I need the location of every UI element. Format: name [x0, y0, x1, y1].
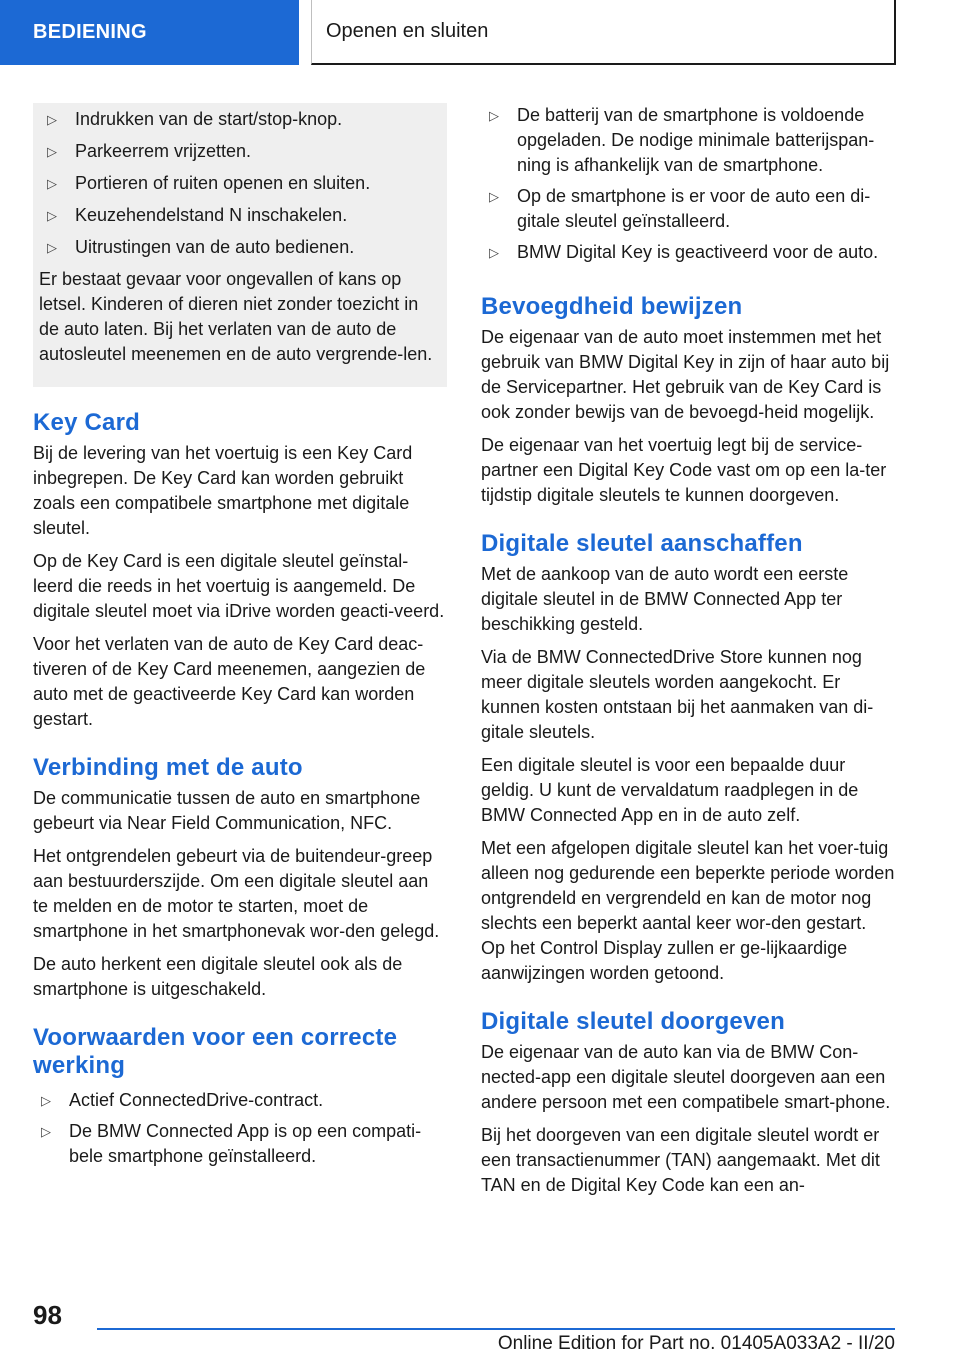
- header-chapter: [311, 0, 896, 65]
- requirements-list-continued: [481, 103, 895, 265]
- paragraph: Op de Key Card is een digitale sleutel geïnstal-leerd die reeds in het voertuig is aangemeld. De digitale sleutel moet via iDrive worden geacti-veerd.: [33, 551, 445, 621]
- triangle-bullet-icon: ▷: [47, 176, 57, 191]
- paragraph: Bij de levering van het voertuig is een Key Card inbegrepen. De Key Card kan worden gebruikt zoals een compatibele smartphone met digitale sleutel.: [33, 443, 413, 538]
- list-item: ▷ Keuzehendelstand N inschakelen.: [39, 203, 441, 228]
- paragraph: De eigenaar van de auto kan via de BMW Con-nected-app een digitale sleutel doorgeven aan een andere persoon met een compatibele smart-phone.: [481, 1042, 891, 1112]
- warning-box: [33, 103, 447, 387]
- list-item: ▷ BMW Digital Key is geactiveerd voor de auto.: [481, 240, 895, 265]
- heading-authority: Bevoegdheid bewijzen: [481, 293, 743, 320]
- triangle-bullet-icon: ▷: [489, 245, 499, 260]
- list-item: ▷ De BMW Connected App is op een compati-bele smartphone geïnstalleerd.: [41, 1121, 422, 1166]
- paragraph: Een digitale sleutel is voor een bepaalde duur geldig. U kunt de vervaldatum raadplegen in de BMW Connected App en in de auto zelf.: [481, 755, 859, 825]
- list-item: ▷ De batterij van de smartphone is voldoende opgeladen. De nodige minimale batterijspan-ning is afhankelijk van de smartphone.: [489, 105, 875, 175]
- paragraph: Via de BMW ConnectedDrive Store kunnen nog meer digitale sleutels worden aangekocht. Er kunnen kosten ontstaan bij het aanmaken van di-gitale sleutels.: [481, 647, 874, 742]
- list-item: ▷ Portieren of ruiten openen en sluiten.: [39, 171, 441, 196]
- triangle-bullet-icon: ▷: [47, 144, 57, 159]
- heading-requirements: Voorwaarden voor een correcte werking: [33, 1024, 398, 1079]
- paragraph: Met de aankoop van de auto wordt een eerste digitale sleutel in de BMW Connected App ter beschikking gesteld.: [481, 564, 849, 634]
- list-item: ▷ Op de smartphone is er voor de auto een di-gitale sleutel geïnstalleerd.: [489, 186, 871, 231]
- triangle-bullet-icon: ▷: [41, 1093, 51, 1108]
- list-item: ▷ Actief ConnectedDrive-contract.: [33, 1088, 447, 1113]
- paragraph: Het ontgrendelen gebeurt via de buitendeur-greep aan bestuurderszijde. Om een digitale sleutel aan te melden en de motor te starten, moet de smartphone in het smartphonevak wor-den gelegd.: [33, 846, 440, 941]
- triangle-bullet-icon: ▷: [47, 208, 57, 223]
- triangle-bullet-icon: ▷: [47, 112, 57, 127]
- warning-list: [39, 107, 441, 260]
- paragraph: De communicatie tussen de auto en smartphone gebeurt via Near Field Communication, NFC.: [33, 788, 421, 833]
- heading-acquire: Digitale sleutel aanschaffen: [481, 530, 803, 557]
- warning-text: Er bestaat gevaar voor ongevallen of kans op letsel. Kinderen of dieren niet zonder toezicht in de auto laten. Bij het verlaten van de auto de autosleutel meenemen en de auto vergrende-len.: [39, 269, 433, 364]
- header-chapter-label: Openen en sluiten: [326, 20, 489, 42]
- footer-edition: Online Edition for Part no. 01405A033A2 - II/20: [497, 1333, 895, 1354]
- heading-key-card: Key Card: [33, 409, 140, 436]
- triangle-bullet-icon: ▷: [41, 1124, 51, 1139]
- footer-divider: [97, 1328, 895, 1330]
- paragraph: Met een afgelopen digitale sleutel kan het voer-tuig alleen nog gedurende een beperkte periode worden ontgrendeld en vergrendeld en kan de motor nog slechts een beperkt aantal keer wor-den gestart. Op het Control Display zullen er ge-lijkaardige aanwijzingen worden getoond.: [481, 838, 895, 983]
- triangle-bullet-icon: ▷: [47, 240, 57, 255]
- heading-connection: Verbinding met de auto: [33, 754, 303, 781]
- left-column: [33, 103, 447, 1175]
- paragraph: De auto herkent een digitale sleutel ook als de smartphone is uitgeschakeld.: [33, 954, 403, 999]
- triangle-bullet-icon: ▷: [489, 108, 499, 123]
- paragraph: De eigenaar van het voertuig legt bij de service-partner een Digital Key Code vast om op een la-ter tijdstip digitale sleutels te kunnen doorgeven.: [481, 435, 887, 505]
- heading-share: Digitale sleutel doorgeven: [481, 1008, 785, 1035]
- header-section-label: BEDIENING: [33, 21, 147, 43]
- list-item: ▷ Parkeerrem vrijzetten.: [39, 139, 441, 164]
- page-number: 98: [33, 1300, 62, 1330]
- right-column: [481, 103, 895, 1206]
- paragraph: Bij het doorgeven van een digitale sleutel wordt er een transactienummer (TAN) aangemaakt. Met dit TAN en de Digital Key Code kan een an-: [481, 1125, 880, 1195]
- header-section: [0, 0, 299, 65]
- paragraph: Voor het verlaten van de auto de Key Card deac-tiveren of de Key Card meenemen, aangezien de auto met de geactiveerde Key Card kan worden gestart.: [33, 634, 426, 729]
- list-item: ▷ Uitrustingen van de auto bedienen.: [39, 235, 441, 260]
- triangle-bullet-icon: ▷: [489, 189, 499, 204]
- paragraph: De eigenaar van de auto moet instemmen met het gebruik van BMW Digital Key in zijn of haar auto bij de Servicepartner. Het gebruik van de Key Card is ook zonder bewijs van de bevoegd-heid mogelijk.: [481, 327, 890, 422]
- list-item: ▷ Indrukken van de start/stop-knop.: [39, 107, 441, 132]
- requirements-list: [33, 1088, 447, 1169]
